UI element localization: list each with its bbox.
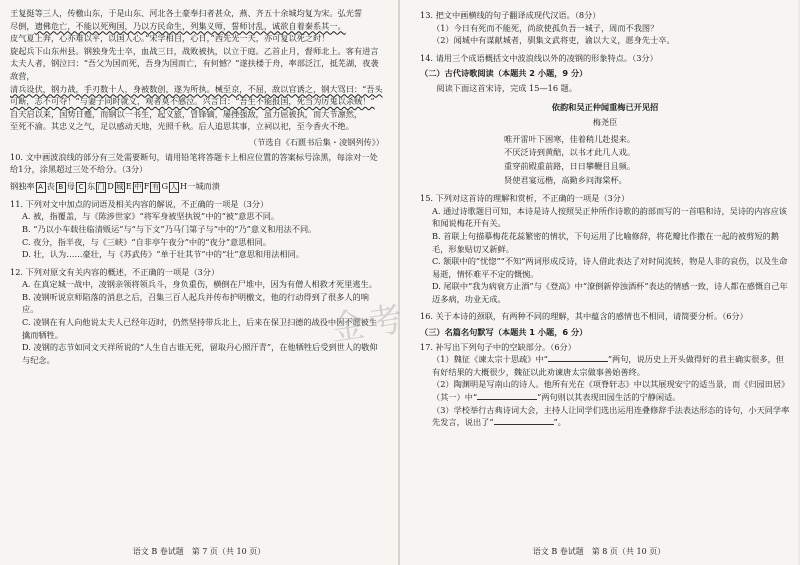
question-12: [10, 266, 384, 367]
option-d[interactable]: D. 壮，认为……豪壮，与《苏武传》“单于壮其节”中的“壮”意思和用法相同。: [22, 249, 305, 260]
fill-item-3: （3）学校举行古典诗词大会，主持人让同学们选出运用连叠修辞手法表达形态的诗句，小天同学率先发言，说出了“ ”。: [432, 404, 790, 428]
option-c[interactable]: C. 颔联中的“忧惚”“不知”两词形成反诗，诗人借此表达了对时间流转，物是人非的哀伤，以及生命易逝，情怀难平不定的慨惋。: [432, 256, 788, 279]
option-d[interactable]: D. 尾联中“我为病衰方止酒”与《登高》中“潦倒新停浊酒杯”表达的情感一致，诗人都在感慨自己年迈多病，功业无成。: [432, 281, 788, 304]
wavy-underline-text: 遗佛危亡，不能以死殉国，乃以方民命生，列集义师，誓师讨乱，诚欲自着秦系其一。: [34, 20, 346, 31]
option-b[interactable]: B. 凌钢听说京师陷落的消息之后，召集三百人起兵并传布护明檄文，他的行动得到了很多人的响应。: [22, 291, 369, 315]
watermark: 金考: [328, 298, 409, 350]
fill-item-1: （1）魏征《谏太宗十思疏》中“ ”两句，说历史上开头做得好的君主确实很多，但有好结果的大概很少，魏征以此劝谏唐太宗做事善始善终。: [432, 354, 784, 377]
answer-box[interactable]: A: [36, 182, 46, 193]
section-heading-poetry: （二）古代诗歌阅读（本题共 2 小题，9 分）: [420, 68, 588, 79]
translate-item: （1）今日有死而不能死，尚欲使孤负吾一城子，周而不我图？: [432, 22, 659, 33]
answer-box[interactable]: 有: [151, 182, 159, 191]
answer-box[interactable]: C: [76, 182, 86, 193]
question-text: 15. 下列对这首诗的理解和赏析，不正确的一项是（3分）: [420, 193, 630, 204]
poem-author: 梅尧臣: [592, 117, 618, 128]
section-intro: 阅读下面这首宋诗，完成 15—16 题。: [436, 82, 578, 93]
answer-box[interactable]: 城: [116, 182, 124, 191]
passage: [10, 7, 384, 133]
question-14: 14. 请用三个成语概括文中波浪线以外的凌钢的形象特点。（3分）: [420, 52, 658, 63]
answer-box[interactable]: 中: [134, 182, 142, 191]
section-heading-recitation: （三）名篇名句默写（本题共 1 小题，6 分）: [420, 327, 588, 338]
blank-field[interactable]: [477, 391, 537, 400]
answer-box[interactable]: B: [56, 182, 66, 193]
question-text: 13. 把文中画横线的句子翻译成现代汉语。（8分）: [420, 10, 601, 20]
question-13: [420, 9, 790, 47]
page-left: [0, 0, 398, 565]
question-text: 10. 文中画波浪线的部分有三处需要断句，请用铅笔将答题卡上相应位置的答案标号涂黑，每涂对一处给1分，涂黑超过三处不给分。（3分）: [10, 151, 378, 175]
passage-line: 清兵设伏，钢力战，手刃数十人，身被数创，遂为所执。械至京，不屈，敌以官诱之，钢大骂曰：“吾头可断，志不可夺！”与妻子同时就义，观者莫不感泣。兴言曰：“吾生不能报国，死当为厉鬼以杀贼！”: [10, 83, 383, 107]
option-b[interactable]: B. 首联上句描摹梅花花蕊繁密的情状，下句运用了比喻修辞，将花瓣比作撒在一起的被剪短的鹅毛，形象贴切又新鲜。: [432, 230, 779, 254]
answer-box[interactable]: 门: [97, 182, 105, 191]
passage-line: 王复挺等三人，传檄山东，于是山东、河北各土豪奉扫者甚众，燕、齐五十余城均复为宋。弘光誓: [10, 8, 363, 18]
question-16: 16. 关于本诗的颈联，有两种不同的理解，其中蕴含的感情也不相同，请简要分析。（6分）: [420, 311, 748, 322]
question-text: 11. 下列对文中加点的词语及相关内容的解说，不正确的一项是（3分）: [10, 198, 269, 209]
question-17: [420, 341, 790, 429]
poem-line: 重穿前殿重前路，日日攀鞭目且频。: [504, 160, 636, 171]
question-text: 12. 下列对原文有关内容的概述，不正确的一项是（3分）: [10, 266, 220, 277]
page-right: [400, 0, 798, 565]
option-c[interactable]: C. 夜分，指半夜，与《三峡》“自非亭午夜分”中的“夜分”意思相同。: [22, 236, 271, 247]
option-b[interactable]: B. “乃以小车载往临清贩运”与“与下文”乃马门第子与”中的“乃”意义和用法不同。: [22, 223, 317, 234]
option-a[interactable]: A. 被，指覆盖，与《陈涉世家》“将军身被坚执锐”中的“被”意思不同。: [22, 211, 280, 222]
poem-line: 不厌泛诗到黄醅，以书才此几人戏。: [504, 147, 636, 158]
blank-field[interactable]: [494, 416, 554, 425]
poem: [420, 101, 790, 187]
passage-line: 尽倒，遗佛危亡，不能以死殉国，乃以方民命生，列集义师，誓师讨乱，诚欲自着秦系其一。: [10, 20, 346, 31]
option-d[interactable]: D. 凌钢的志节如同文天祥所说的“人生自古谁无死，留取丹心照汗青”，在他牺牲后受到世人的敬仰与纪念。: [22, 342, 378, 365]
page-footer-left: 语文 B 卷试题 第 7 页（共 10 页）: [132, 547, 266, 557]
segment-line: 钢独率 A 丧 B 母 C 东 门 D 城 E 中 F 有 G 人 H一城而溃: [10, 180, 220, 191]
question-15: [420, 192, 790, 305]
poem-title: 依韵和吴正仲闻重梅已开见招: [551, 101, 659, 112]
option-c[interactable]: C. 凌钢在有人向他说太夫人已经年迈时，仍然坚持带兵北上，后来在保卫扫德的战役中因不愿被生擒而牺牲。: [22, 317, 378, 340]
question-11: [10, 198, 384, 261]
option-a[interactable]: A. 在真定城一战中，凌钢亲领将领兵斗，身负重伤，横倒在尸堆中，因为有僧人相救才死里逃生。: [22, 279, 377, 290]
question-10: [10, 151, 384, 193]
passage-line: 旋起兵下山东州县。钢独身先士卒，血战三日，战败被执，以立于庭。乙首止月，督师北上。客有进言太夫人者，钢泣曰：“吾父为国而死，吾身为国而亡，有何憾？”遂扶楼于舟，率部泛江，抵芜湖，夜袭敌营，: [10, 45, 379, 81]
question-text: 17. 补写出下列句子中的空缺部分。（6分）: [420, 341, 576, 352]
passage-source: （节选自《石匮书后集・凌钢列传》）: [248, 136, 384, 147]
passage-line: 自天启以来，国势日蹙，而钢以一书生，起义旅，冒锋镝，屡挫强敌，虽力屈被执，而大节凛然，: [10, 108, 363, 119]
option-a[interactable]: A. 通过诗歌题目可知，本诗是诗人按照吴正仲所作诗歌的韵部而写的一首唱和诗，吴诗的内容应该和闻说梅花开有关。: [432, 205, 787, 229]
passage-line: 至死不渝。其忠义之气，足以感动天地，光照千秋。后人追思其事，立祠以祀，至今香火不绝。: [10, 121, 354, 132]
poem-line: 唯开雷叶下困寒，佳着稍儿赴提来。: [504, 133, 636, 144]
fill-item-2: （2）陶渊明是写南山的诗人。他所有光在《项脊轩志》中以其展现安宁的适当景，而《归园田居》（其一）中“ ”两句则以其表现田园生活的宁静闲适。: [432, 379, 790, 403]
poem-line: 贤使君宴远楷，高勤乡问海棠杯。: [504, 174, 627, 185]
blank-field[interactable]: [548, 353, 608, 362]
passage-line: 皮气夏上奔，心亦难以平，以国人心。”宋学相目，心日，”西先光一天，亦可复以死之时！: [10, 33, 330, 44]
answer-box[interactable]: 人: [170, 182, 178, 191]
translate-item: （2）闻城中有谋献城者，驯集文武将吏，谕以大义，愿身先士卒。: [432, 35, 675, 46]
page-footer-right: 语文 B 卷试题 第 8 页（共 10 页）: [532, 547, 666, 557]
